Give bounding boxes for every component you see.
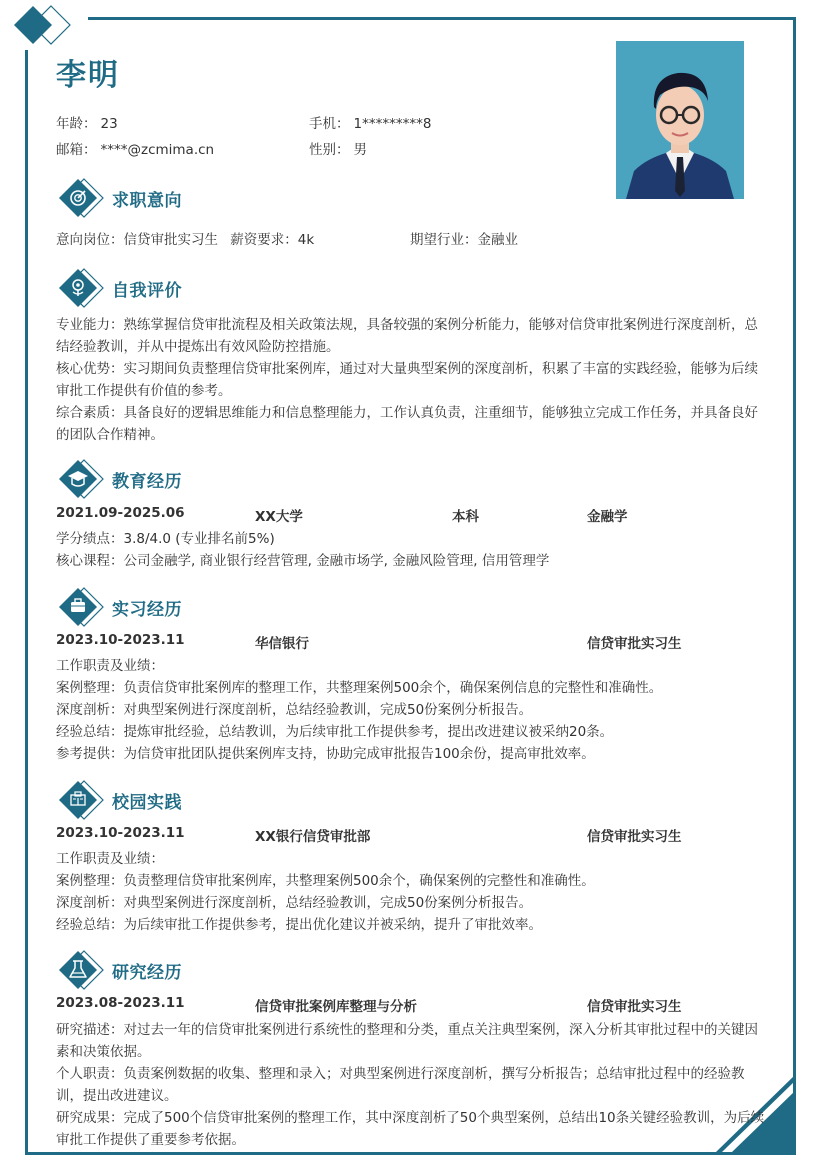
section-header-self-eval [58, 268, 182, 308]
section-header-education [58, 459, 182, 499]
internship-line: 经验总结：提炼审批经验，总结教训，为后续审批工作提供参考，提出改进建议被采纳20条。 [56, 724, 614, 740]
email-label: 邮箱： [56, 142, 97, 158]
salary-value: 4k [297, 232, 315, 248]
internship-period: 2023.10-2023.11 [56, 632, 185, 648]
phone-value: 1*********8 [353, 116, 432, 132]
self-eval-quality: 综合素质：具备良好的逻辑思维能力和信息整理能力，工作认真负责，注重细节，能够独立完成工作任务，并具备良好的团队合作精神。 [56, 405, 758, 443]
phone-field [309, 112, 431, 132]
person-portrait-icon [616, 41, 744, 199]
internship-summary-row [56, 632, 768, 654]
campus-org: XX银行信贷审批部 [255, 829, 371, 845]
campus-line: 案例整理：负责整理信贷审批案例库，共整理案例500余个，确保案例的完整性和准确性。 [56, 873, 595, 889]
research-description: 研究描述：对过去一年的信贷审批案例进行系统性的整理和分类，重点关注典型案例，深入分析其审批过程中的关键因素和决策依据。 [56, 1022, 758, 1060]
flower-icon [58, 268, 108, 308]
target-icon [58, 178, 108, 218]
building-icon [58, 780, 108, 820]
campus-line: 工作职责及业绩： [56, 851, 164, 867]
campus-summary-row [56, 825, 768, 847]
education-period: 2021.09-2025.06 [56, 505, 185, 521]
internship-line: 案例整理：负责信贷审批案例库的整理工作，共整理案例500余个，确保案例信息的完整性和准确性。 [56, 680, 663, 696]
research-role: 信贷审批实习生 [587, 999, 682, 1015]
research-period: 2023.08-2023.11 [56, 995, 185, 1011]
frame-left-border [25, 50, 28, 1155]
frame-right-border [793, 17, 796, 1155]
age-value: 23 [100, 116, 118, 132]
gender-value: 男 [353, 142, 367, 158]
campus-period: 2023.10-2023.11 [56, 825, 185, 841]
internship-line: 深度剖析：对典型案例进行深度剖析，总结经验教训，完成50份案例分析报告。 [56, 702, 533, 718]
education-courses: 核心课程：公司金融学, 商业银行经营管理, 金融市场学, 金融风险管理, 信用管理学 [56, 553, 550, 569]
candidate-name: 李明 [56, 58, 120, 93]
email-field [56, 138, 214, 158]
self-eval-professional: 专业能力：熟练掌握信贷审批流程及相关政策法规，具备较强的案例分析能力，能够对信贷审批案例进行深度剖析，总结经验教训，并从中提炼出有效风险防控措施。 [56, 317, 758, 355]
education-gpa: 学分绩点：3.8/4.0 (专业排名前5%) [56, 531, 275, 547]
age-field [56, 112, 118, 132]
email-value: ****@zcmima.cn [100, 142, 215, 158]
section-header-internship [58, 587, 182, 627]
research-duties: 个人职责：负责案例数据的收集、整理和录入；对典型案例进行深度剖析，撰写分析报告；总结审批过程中的经验教训，提出改进建议。 [56, 1066, 745, 1104]
graduation-cap-icon [58, 459, 108, 499]
age-label: 年龄： [56, 116, 97, 132]
campus-line: 经验总结：为后续审批工作提供参考，提出优化建议并被采纳，提升了审批效率。 [56, 917, 542, 933]
flask-icon [58, 950, 108, 990]
position-value: 信贷审批实习生 [123, 232, 218, 248]
corner-diamond-decoration [8, 2, 78, 46]
position-label: 意向岗位： [56, 232, 124, 248]
industry-label: 期望行业： [410, 232, 478, 248]
gender-field [309, 138, 367, 158]
phone-label: 手机： [309, 116, 350, 132]
job-intent-row [56, 229, 768, 251]
section-title: 校园实践 [112, 792, 182, 813]
section-title: 自我评价 [112, 280, 182, 301]
education-major: 金融学 [587, 509, 628, 525]
briefcase-icon [58, 587, 108, 627]
salary-label: 薪资要求： [230, 232, 298, 248]
industry-field [410, 229, 518, 251]
section-title: 教育经历 [112, 471, 182, 492]
campus-role: 信贷审批实习生 [587, 829, 682, 845]
research-project: 信贷审批案例库整理与分析 [255, 999, 417, 1015]
self-eval-strength: 核心优势：实习期间负责整理信贷审批案例库，通过对大量典型案例的深度剖析，积累了丰富的实践经验，能够为后续审批工作提供有价值的参考。 [56, 361, 758, 399]
internship-role: 信贷审批实习生 [587, 636, 682, 652]
internship-company: 华信银行 [255, 636, 309, 652]
section-header-campus [58, 780, 182, 820]
internship-line: 工作职责及业绩： [56, 658, 164, 674]
section-header-research [58, 950, 182, 990]
section-title: 研究经历 [112, 962, 182, 983]
frame-bottom-border [25, 1152, 796, 1155]
campus-line: 深度剖析：对典型案例进行深度剖析，总结经验教训，完成50份案例分析报告。 [56, 895, 533, 911]
section-title: 实习经历 [112, 599, 182, 620]
profile-photo [616, 41, 744, 199]
gender-label: 性别： [309, 142, 350, 158]
industry-value: 金融业 [477, 232, 518, 248]
education-school: XX大学 [255, 509, 303, 525]
education-summary-row [56, 505, 768, 527]
internship-line: 参考提供：为信贷审批团队提供案例库支持，协助完成审批报告100余份，提高审批效率。 [56, 746, 595, 762]
section-header-job-intent [58, 178, 182, 218]
frame-top-border [88, 17, 796, 20]
research-results: 研究成果：完成了500个信贷审批案例的整理工作，其中深度剖析了50个典型案例，总结出10条关键经验教训，为后续审批工作提供了重要参考依据。 [56, 1110, 765, 1148]
research-summary-row [56, 995, 768, 1017]
section-title: 求职意向 [112, 190, 182, 211]
education-degree: 本科 [452, 509, 479, 525]
